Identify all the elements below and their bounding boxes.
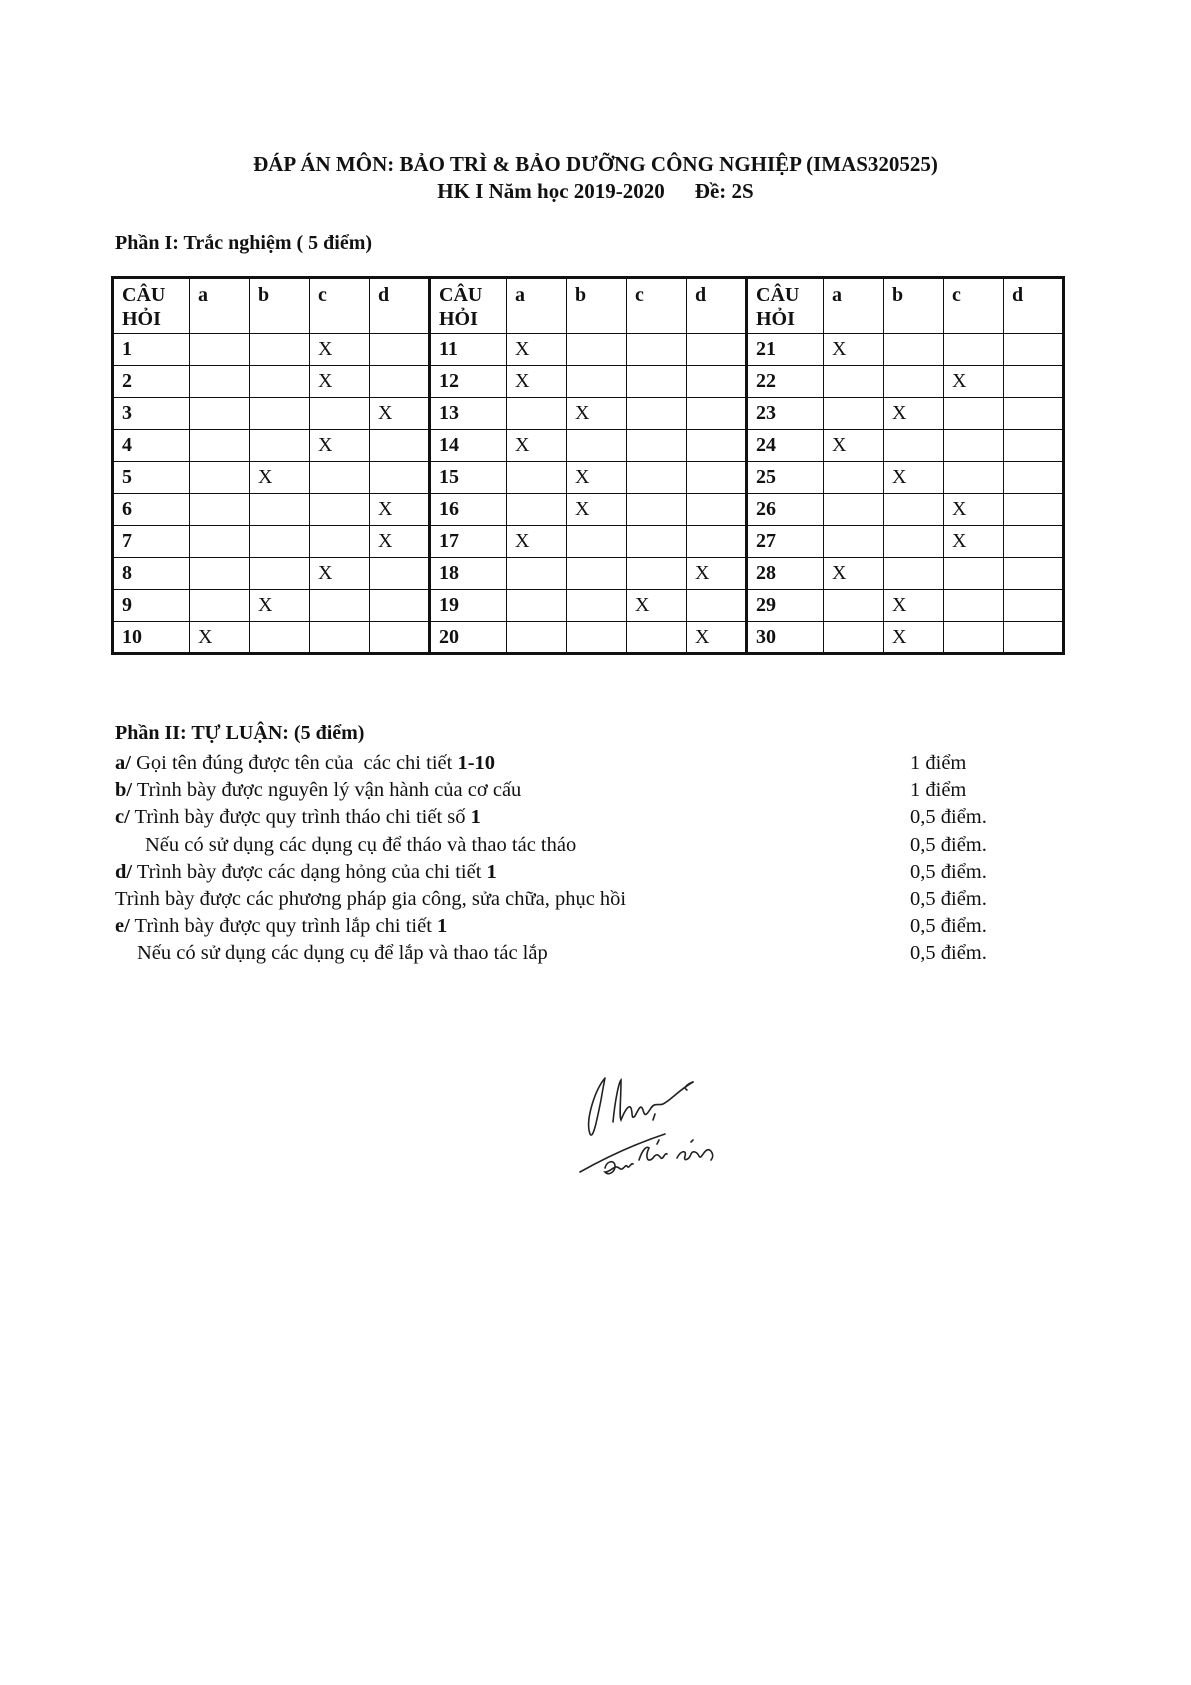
answer-mark: X bbox=[507, 366, 567, 398]
grading-item bbox=[115, 750, 1015, 777]
answer-cell bbox=[687, 494, 747, 526]
answer-cell bbox=[884, 430, 944, 462]
answer-mark: X bbox=[370, 398, 430, 430]
question-number: 3 bbox=[113, 398, 190, 430]
criterion-text: Nếu có sử dụng các dụng cụ để lắp và thao tác lắp bbox=[137, 942, 548, 965]
table-row bbox=[113, 494, 1064, 526]
question-number: 24 bbox=[747, 430, 824, 462]
answer-mark: X bbox=[190, 622, 250, 654]
answer-cell bbox=[190, 430, 250, 462]
grading-criterion bbox=[115, 804, 481, 831]
answer-cell bbox=[507, 590, 567, 622]
criterion-text: Trình bày được các dạng hỏng của chi tiết bbox=[132, 860, 487, 883]
table-row bbox=[113, 558, 1064, 590]
answer-mark: X bbox=[944, 366, 1004, 398]
answer-mark: X bbox=[687, 622, 747, 654]
answer-cell bbox=[627, 622, 687, 654]
part2-heading: Phần II: TỰ LUẬN: (5 điểm) bbox=[115, 722, 365, 744]
question-number: 26 bbox=[747, 494, 824, 526]
answer-cell bbox=[250, 494, 310, 526]
answer-mark: X bbox=[310, 430, 370, 462]
part1-heading: Phần I: Trắc nghiệm ( 5 điểm) bbox=[115, 232, 373, 254]
option-header-d: d bbox=[687, 278, 747, 334]
answer-cell bbox=[687, 334, 747, 366]
answer-cell bbox=[310, 398, 370, 430]
grading-criterion bbox=[115, 940, 548, 967]
answer-cell bbox=[567, 334, 627, 366]
answer-cell bbox=[310, 462, 370, 494]
answer-mark: X bbox=[310, 334, 370, 366]
answer-cell bbox=[884, 558, 944, 590]
answer-cell bbox=[824, 366, 884, 398]
question-number: 28 bbox=[747, 558, 824, 590]
answer-cell bbox=[250, 366, 310, 398]
answer-cell bbox=[507, 622, 567, 654]
option-header-b: b bbox=[884, 278, 944, 334]
answer-cell bbox=[944, 398, 1004, 430]
answer-cell bbox=[884, 526, 944, 558]
table-row bbox=[113, 462, 1064, 494]
question-number: 13 bbox=[430, 398, 507, 430]
answer-cell bbox=[190, 462, 250, 494]
answer-cell bbox=[627, 494, 687, 526]
answer-mark: X bbox=[310, 366, 370, 398]
answer-cell bbox=[1004, 334, 1064, 366]
option-header-a: a bbox=[507, 278, 567, 334]
answer-cell bbox=[507, 558, 567, 590]
answer-cell bbox=[507, 462, 567, 494]
criterion-points: 0,5 điểm. bbox=[910, 915, 987, 938]
answer-cell bbox=[250, 398, 310, 430]
answer-cell bbox=[1004, 558, 1064, 590]
answer-mark: X bbox=[824, 334, 884, 366]
answer-cell bbox=[507, 494, 567, 526]
document-subtitle bbox=[0, 177, 1191, 205]
grading-item bbox=[115, 832, 1015, 859]
grading-item bbox=[115, 804, 1015, 831]
answer-cell bbox=[944, 462, 1004, 494]
option-header-b: b bbox=[250, 278, 310, 334]
answer-mark: X bbox=[824, 558, 884, 590]
answer-mark: X bbox=[567, 462, 627, 494]
answer-cell bbox=[627, 430, 687, 462]
table-row bbox=[113, 430, 1064, 462]
table-row bbox=[113, 334, 1064, 366]
answer-mark: X bbox=[507, 430, 567, 462]
grading-item bbox=[115, 859, 1015, 886]
question-number: 29 bbox=[747, 590, 824, 622]
answer-cell bbox=[190, 494, 250, 526]
answer-mark: X bbox=[370, 526, 430, 558]
answer-cell bbox=[944, 622, 1004, 654]
question-number: 12 bbox=[430, 366, 507, 398]
question-number: 8 bbox=[113, 558, 190, 590]
answer-cell bbox=[250, 558, 310, 590]
answer-cell bbox=[824, 526, 884, 558]
signature-icon bbox=[575, 1060, 755, 1190]
term-label: HK I Năm học 2019-2020 bbox=[437, 179, 665, 203]
question-number: 19 bbox=[430, 590, 507, 622]
answer-cell bbox=[310, 622, 370, 654]
answer-cell bbox=[250, 526, 310, 558]
answer-cell bbox=[627, 558, 687, 590]
question-number: 30 bbox=[747, 622, 824, 654]
answer-cell bbox=[370, 334, 430, 366]
answer-cell bbox=[1004, 462, 1064, 494]
answer-cell bbox=[627, 334, 687, 366]
criterion-part-ref: 1 bbox=[486, 860, 497, 883]
answer-cell bbox=[567, 430, 627, 462]
answer-mark: X bbox=[627, 590, 687, 622]
question-number: 2 bbox=[113, 366, 190, 398]
question-number: 6 bbox=[113, 494, 190, 526]
answer-cell bbox=[944, 430, 1004, 462]
question-number: 23 bbox=[747, 398, 824, 430]
question-number: 18 bbox=[430, 558, 507, 590]
answer-cell bbox=[824, 462, 884, 494]
answer-cell bbox=[824, 590, 884, 622]
grading-criterion bbox=[115, 886, 626, 913]
criterion-part-ref: 1-10 bbox=[457, 752, 496, 774]
answer-mark: X bbox=[507, 334, 567, 366]
answer-cell bbox=[1004, 366, 1064, 398]
criterion-label: a/ bbox=[115, 752, 131, 774]
table-row bbox=[113, 590, 1064, 622]
answer-cell bbox=[687, 366, 747, 398]
answer-mark: X bbox=[250, 462, 310, 494]
answer-cell bbox=[1004, 494, 1064, 526]
grading-item bbox=[115, 777, 1015, 804]
grading-criterion bbox=[115, 777, 521, 804]
answer-cell bbox=[1004, 430, 1064, 462]
answer-cell bbox=[190, 366, 250, 398]
answer-mark: X bbox=[884, 622, 944, 654]
answer-cell bbox=[190, 398, 250, 430]
question-column-header: CÂU HỎI bbox=[747, 278, 824, 334]
criterion-points: 0,5 điểm. bbox=[910, 888, 987, 911]
answer-cell bbox=[1004, 398, 1064, 430]
grading-item bbox=[115, 913, 1015, 940]
question-number: 11 bbox=[430, 334, 507, 366]
answer-cell bbox=[507, 398, 567, 430]
answer-cell bbox=[370, 430, 430, 462]
grading-criterion bbox=[115, 832, 576, 859]
question-column-header: CÂU HỎI bbox=[430, 278, 507, 334]
answer-cell bbox=[687, 398, 747, 430]
answer-mark: X bbox=[687, 558, 747, 590]
answer-mark: X bbox=[944, 494, 1004, 526]
option-header-a: a bbox=[824, 278, 884, 334]
answer-cell bbox=[310, 526, 370, 558]
document-title: ĐÁP ÁN MÔN: BẢO TRÌ & BẢO DƯỠNG CÔNG NGHIỆP (IMAS320525) bbox=[253, 152, 938, 176]
option-header-d: d bbox=[1004, 278, 1064, 334]
answer-cell bbox=[190, 334, 250, 366]
essay-grading-list bbox=[115, 750, 1015, 968]
grading-criterion bbox=[115, 913, 447, 940]
grading-criterion bbox=[115, 750, 495, 777]
answer-table-header bbox=[113, 278, 1064, 334]
answer-cell bbox=[687, 526, 747, 558]
answer-cell bbox=[310, 590, 370, 622]
answer-mark: X bbox=[884, 462, 944, 494]
criterion-points: 1 điểm bbox=[910, 752, 967, 774]
criterion-points: 0,5 điểm. bbox=[910, 942, 987, 965]
question-number: 15 bbox=[430, 462, 507, 494]
option-header-d: d bbox=[370, 278, 430, 334]
question-number: 20 bbox=[430, 622, 507, 654]
answer-cell bbox=[567, 622, 627, 654]
answer-cell bbox=[627, 366, 687, 398]
question-number: 9 bbox=[113, 590, 190, 622]
option-header-a: a bbox=[190, 278, 250, 334]
exam-code: Đề: 2S bbox=[694, 179, 754, 203]
answer-cell bbox=[370, 590, 430, 622]
answer-cell bbox=[250, 430, 310, 462]
answer-cell bbox=[687, 590, 747, 622]
table-row bbox=[113, 366, 1064, 398]
answer-cell bbox=[370, 366, 430, 398]
answer-mark: X bbox=[250, 590, 310, 622]
answer-table bbox=[111, 276, 1065, 655]
table-row bbox=[113, 526, 1064, 558]
criterion-text: Trình bày được quy trình lắp chi tiết bbox=[129, 915, 438, 938]
question-number: 1 bbox=[113, 334, 190, 366]
answer-cell bbox=[567, 526, 627, 558]
question-column-header: CÂU HỎI bbox=[113, 278, 190, 334]
option-header-c: c bbox=[310, 278, 370, 334]
answer-cell bbox=[944, 558, 1004, 590]
answer-cell bbox=[1004, 526, 1064, 558]
question-number: 7 bbox=[113, 526, 190, 558]
question-number: 5 bbox=[113, 462, 190, 494]
answer-cell bbox=[884, 494, 944, 526]
answer-cell bbox=[370, 622, 430, 654]
criterion-label: d/ bbox=[115, 860, 133, 883]
answer-mark: X bbox=[310, 558, 370, 590]
grading-criterion bbox=[115, 859, 497, 886]
answer-cell bbox=[944, 590, 1004, 622]
answer-cell bbox=[370, 462, 430, 494]
answer-cell bbox=[824, 622, 884, 654]
answer-cell bbox=[824, 494, 884, 526]
option-header-c: c bbox=[944, 278, 1004, 334]
criterion-part-ref: 1 bbox=[437, 915, 448, 938]
question-number: 27 bbox=[747, 526, 824, 558]
answer-cell bbox=[1004, 622, 1064, 654]
answer-mark: X bbox=[567, 398, 627, 430]
answer-cell bbox=[884, 366, 944, 398]
answer-mark: X bbox=[884, 398, 944, 430]
answer-cell bbox=[250, 622, 310, 654]
criterion-points: 0,5 điểm. bbox=[910, 860, 987, 883]
question-number: 17 bbox=[430, 526, 507, 558]
criterion-points: 1 điểm bbox=[910, 779, 967, 802]
criterion-text: Nếu có sử dụng các dụng cụ để tháo và thao tác tháo bbox=[145, 833, 577, 856]
answer-cell bbox=[627, 462, 687, 494]
criterion-label: e/ bbox=[115, 915, 130, 938]
question-number: 25 bbox=[747, 462, 824, 494]
answer-cell bbox=[370, 558, 430, 590]
answer-cell bbox=[687, 430, 747, 462]
question-number: 16 bbox=[430, 494, 507, 526]
criterion-label: c/ bbox=[115, 806, 130, 829]
answer-mark: X bbox=[824, 430, 884, 462]
answer-mark: X bbox=[884, 590, 944, 622]
answer-mark: X bbox=[567, 494, 627, 526]
question-number: 10 bbox=[113, 622, 190, 654]
answer-cell bbox=[190, 590, 250, 622]
question-number: 21 bbox=[747, 334, 824, 366]
answer-cell bbox=[824, 398, 884, 430]
answer-cell bbox=[687, 462, 747, 494]
answer-mark: X bbox=[370, 494, 430, 526]
option-header-c: c bbox=[627, 278, 687, 334]
answer-cell bbox=[1004, 590, 1064, 622]
answer-cell bbox=[567, 558, 627, 590]
table-row bbox=[113, 622, 1064, 654]
answer-cell bbox=[567, 590, 627, 622]
criterion-part-ref: 1 bbox=[470, 806, 481, 829]
criterion-text: Trình bày được nguyên lý vận hành của cơ cấu bbox=[132, 779, 522, 802]
grading-item bbox=[115, 886, 1015, 913]
answer-mark: X bbox=[944, 526, 1004, 558]
criterion-points: 0,5 điểm. bbox=[910, 833, 987, 856]
answer-cell bbox=[250, 334, 310, 366]
criterion-points: 0,5 điểm. bbox=[910, 806, 987, 829]
grading-item bbox=[115, 940, 1015, 967]
criterion-label: b/ bbox=[115, 779, 133, 802]
question-number: 22 bbox=[747, 366, 824, 398]
answer-cell bbox=[884, 334, 944, 366]
answer-cell bbox=[310, 494, 370, 526]
criterion-text: Gọi tên đúng được tên của các chi tiết bbox=[130, 752, 458, 774]
answer-cell bbox=[627, 526, 687, 558]
criterion-text: Trình bày được quy trình tháo chi tiết số bbox=[129, 806, 471, 829]
criterion-text: Trình bày được các phương pháp gia công, sửa chữa, phục hồi bbox=[115, 888, 627, 911]
answer-cell bbox=[190, 558, 250, 590]
answer-cell bbox=[190, 526, 250, 558]
answer-cell bbox=[627, 398, 687, 430]
answer-cell bbox=[944, 334, 1004, 366]
option-header-b: b bbox=[567, 278, 627, 334]
question-number: 4 bbox=[113, 430, 190, 462]
question-number: 14 bbox=[430, 430, 507, 462]
answer-cell bbox=[567, 366, 627, 398]
table-row bbox=[113, 398, 1064, 430]
answer-mark: X bbox=[507, 526, 567, 558]
